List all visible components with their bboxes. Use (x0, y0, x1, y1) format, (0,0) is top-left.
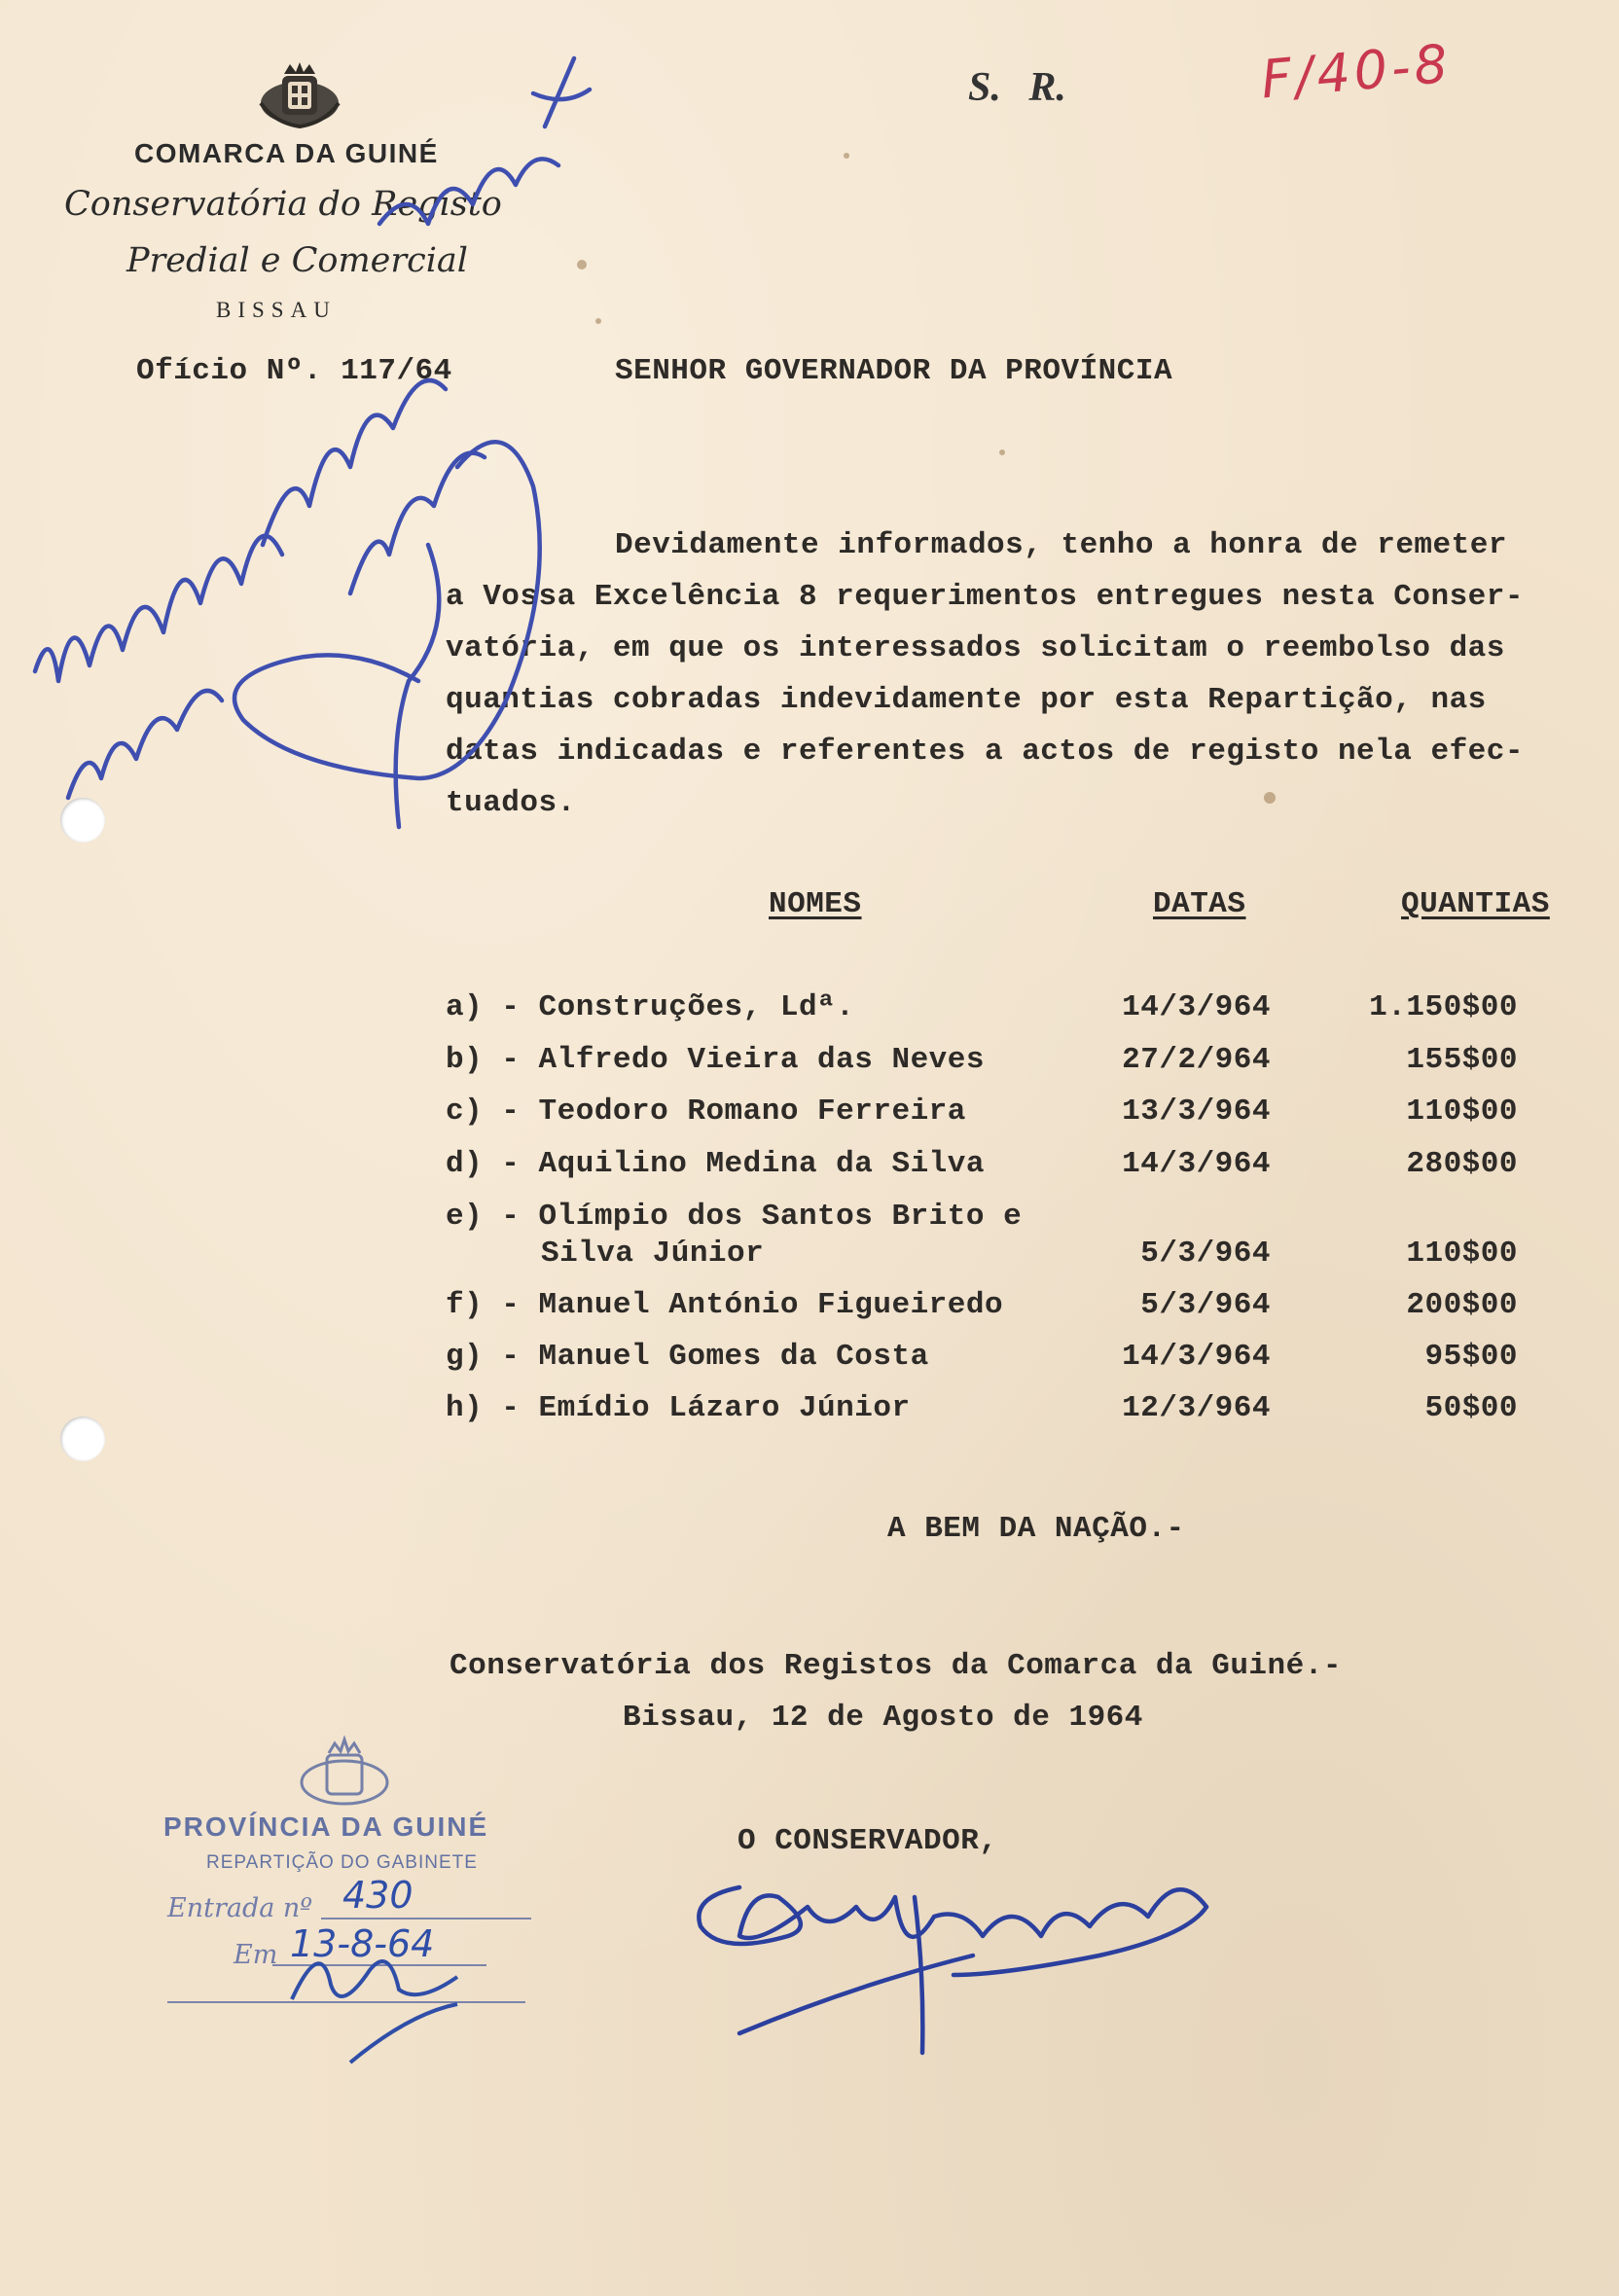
row-name: c) - Teodoro Romano Ferreira (446, 1094, 966, 1129)
signature-stroke (915, 1897, 922, 2053)
foxing-spot (577, 260, 587, 269)
foxing-spot (844, 153, 849, 159)
row-date: 13/3/964 (1122, 1094, 1271, 1129)
row-name: e) - Olímpio dos Santos Brito e (446, 1200, 1023, 1234)
stamp-title: PROVÍNCIA DA GUINÉ (163, 1812, 489, 1842)
foxing-spot (999, 449, 1005, 455)
closing-line2: Bissau, 12 de Agosto de 1964 (623, 1701, 1143, 1735)
row-amount: 280$00 (1406, 1147, 1518, 1181)
row-date: 14/3/964 (1122, 1340, 1271, 1374)
salutation: A BEM DA NAÇÃO.- (887, 1512, 1185, 1546)
stamp-date-value: 13-8-64 (290, 1922, 435, 1965)
body-line: quantias cobradas indevidamente por esta Repartição, nas (446, 683, 1487, 717)
row-amount: 200$00 (1406, 1288, 1518, 1322)
body-line: tuados. (446, 786, 576, 820)
row-name: f) - Manuel António Figueiredo (446, 1288, 1004, 1322)
row-date: 27/2/964 (1122, 1043, 1271, 1077)
signature-stroke (699, 1887, 1206, 1944)
signature-stroke (953, 1907, 1206, 1975)
body-line: Devidamente informados, tenho a honra de remeter (615, 528, 1507, 562)
margin-note-stroke (35, 536, 282, 681)
stamp-subtitle: REPARTIÇÃO DO GABINETE (206, 1852, 478, 1873)
row-date: 14/3/964 (1122, 990, 1271, 1024)
header-amounts: QUANTIAS (1401, 887, 1550, 921)
punch-hole-bottom (60, 1417, 105, 1461)
row-amount: 1.150$00 (1369, 990, 1518, 1024)
closing-line1: Conservatória dos Registos da Comarca da Guiné.- (450, 1649, 1342, 1683)
body-line: a Vossa Excelência 8 requerimentos entregues nesta Conser- (446, 580, 1524, 614)
signature-stroke (739, 1955, 973, 2033)
row-name-continued: Silva Júnior (541, 1237, 765, 1271)
body-line: vatória, em que os interessados solicitam o reembolso das (446, 631, 1505, 665)
header-dates: DATAS (1153, 887, 1246, 921)
stamp-entry-value: 430 (342, 1874, 414, 1917)
letterhead-city: BISSAU (216, 298, 337, 322)
row-date: 12/3/964 (1122, 1391, 1271, 1425)
letterhead-office-line2: Predial e Comercial (126, 241, 468, 280)
foxing-spot (1264, 792, 1276, 804)
punch-hole-top (60, 798, 105, 843)
header-names: NOMES (769, 887, 862, 921)
stamp-entry-label: Entrada nº (167, 1893, 313, 1923)
row-name: b) - Alfredo Vieira das Neves (446, 1043, 985, 1077)
body-line: datas indicadas e referentes a actos de registo nela efec- (446, 735, 1524, 769)
classification-mark: S. R. (968, 65, 1066, 110)
foxing-spot (595, 318, 601, 324)
row-amount: 110$00 (1406, 1237, 1518, 1271)
office-number: Ofício Nº. 117/64 (136, 354, 452, 388)
coat-of-arms-icon (255, 62, 344, 130)
margin-note-stroke (350, 453, 485, 593)
row-amount: 50$00 (1424, 1391, 1518, 1425)
margin-note-stroke (533, 58, 590, 126)
row-name: a) - Construções, Ldª. (446, 990, 855, 1024)
row-date: 5/3/964 (1140, 1237, 1271, 1271)
signatory-title: O CONSERVADOR, (738, 1824, 998, 1858)
row-date: 5/3/964 (1140, 1288, 1271, 1322)
row-name: g) - Manuel Gomes da Costa (446, 1340, 929, 1374)
handwritten-reference: F/40-8 (1258, 32, 1455, 111)
row-amount: 110$00 (1406, 1094, 1518, 1129)
margin-note-stroke (263, 380, 446, 545)
addressee: SENHOR GOVERNADOR DA PROVÍNCIA (615, 354, 1173, 388)
row-date: 14/3/964 (1122, 1147, 1271, 1181)
margin-note-stroke (396, 545, 440, 827)
row-amount: 95$00 (1424, 1340, 1518, 1374)
margin-note-stroke (68, 691, 222, 798)
stamp-date-label: Em (234, 1940, 278, 1970)
row-name: d) - Aquilino Medina da Silva (446, 1147, 985, 1181)
letterhead-organization: COMARCA DA GUINÉ (134, 138, 439, 168)
row-amount: 155$00 (1406, 1043, 1518, 1077)
row-name: h) - Emídio Lázaro Júnior (446, 1391, 911, 1425)
letterhead-office-line1: Conservatória do Registo (64, 185, 502, 224)
